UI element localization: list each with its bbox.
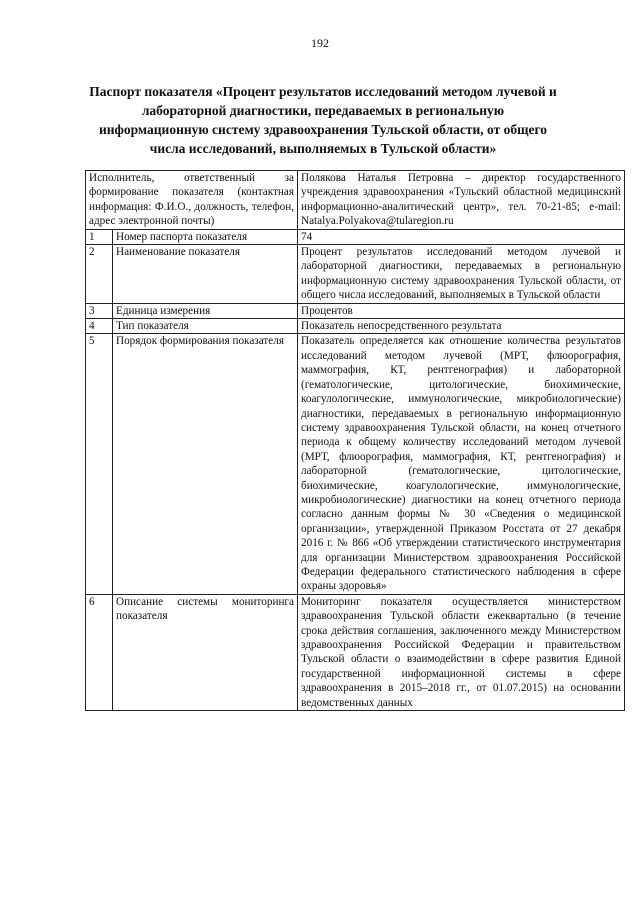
document-title: Паспорт показателя «Процент результатов исследований методом лучевой и лабораторной диагностики, передаваемых в региональную информационную систему здравоохранения Тульской области, от общего числа исследований, выполняемых в Тульской области» <box>89 84 557 156</box>
table-row <box>86 334 625 594</box>
table-row <box>86 245 625 304</box>
executor-value: Полякова Наталья Петровна – директор государственного учреждения здравоохранения «Тульский областной медицинский информационно-аналитический центр», тел. 70-21-85; e-mail: Natalya.Polyakova@tularegion.ru <box>298 171 625 230</box>
row-value: 74 <box>298 229 625 244</box>
table-row <box>86 319 625 334</box>
row-label: Тип показателя <box>113 319 298 334</box>
table-row <box>86 303 625 318</box>
row-label: Описание системы мониторинга показателя <box>113 594 298 710</box>
row-number: 2 <box>86 245 113 304</box>
row-value: Мониторинг показателя осуществляется министерством здравоохранения Тульской области ежеквартально (в течение срока действия соглашения, заключенного между Министерством здравоохранения Российской Федерации и правительством Тульской области о взаимодействии в сфере развития Единой государственной информационной системы в сфере здравоохранения в 2015–2018 гг., от 01.07.2015) на основании ведомственных данных <box>298 594 625 710</box>
row-value: Показатель непосредственного результата <box>298 319 625 334</box>
row-number: 6 <box>86 594 113 710</box>
table-row <box>86 229 625 244</box>
row-label: Единица измерения <box>113 303 298 318</box>
row-label: Номер паспорта показателя <box>113 229 298 244</box>
row-number: 5 <box>86 334 113 594</box>
row-value: Показатель определяется как отношение количества результатов исследований методом лучевой (МРТ, флюорография, маммография, КТ, рентгенография) и лабораторной (гематологические, цитологические, биохимические, коагулологические, иммунологические, микробиологические) диагностики, передаваемых в региональную информационную систему здравоохранения Тульской области, на конец отчетного периода к общему количеству исследований методом лучевой (МРТ, флюорография, маммография, КТ, рентгенография) и лабораторной (гематологические, цитологические, биохимические, коагулологические, иммунологические, микробиологические) диагностики на конец отчетного периода согласно данным формы № 30 «Сведения о медицинской организации», утвержденной Приказом Росстата от 27 декабря 2016 г. № 866 «Об утверждении статистического инструментария для организации Министерством здравоохранения Российской Федерации федерального статистического наблюдения в сфере охраны здоровья» <box>298 334 625 594</box>
passport-table <box>85 170 625 711</box>
row-number: 4 <box>86 319 113 334</box>
row-value: Процент результатов исследований методом лучевой и лабораторной диагностики, передаваемых в региональную информационную систему здравоохранения Тульской области, от общего числа исследований, выполняемых в Тульской области <box>298 245 625 304</box>
table-row-header <box>86 171 625 230</box>
row-number: 1 <box>86 229 113 244</box>
table-row <box>86 594 625 710</box>
executor-label: Исполнитель, ответственный за формирование показателя (контактная информация: Ф.И.О., должность, телефон, адрес электронной почты) <box>86 171 298 230</box>
row-label: Наименование показателя <box>113 245 298 304</box>
row-value: Процентов <box>298 303 625 318</box>
page-number: 192 <box>311 36 329 50</box>
row-number: 3 <box>86 303 113 318</box>
row-label: Порядок формирования показателя <box>113 334 298 594</box>
